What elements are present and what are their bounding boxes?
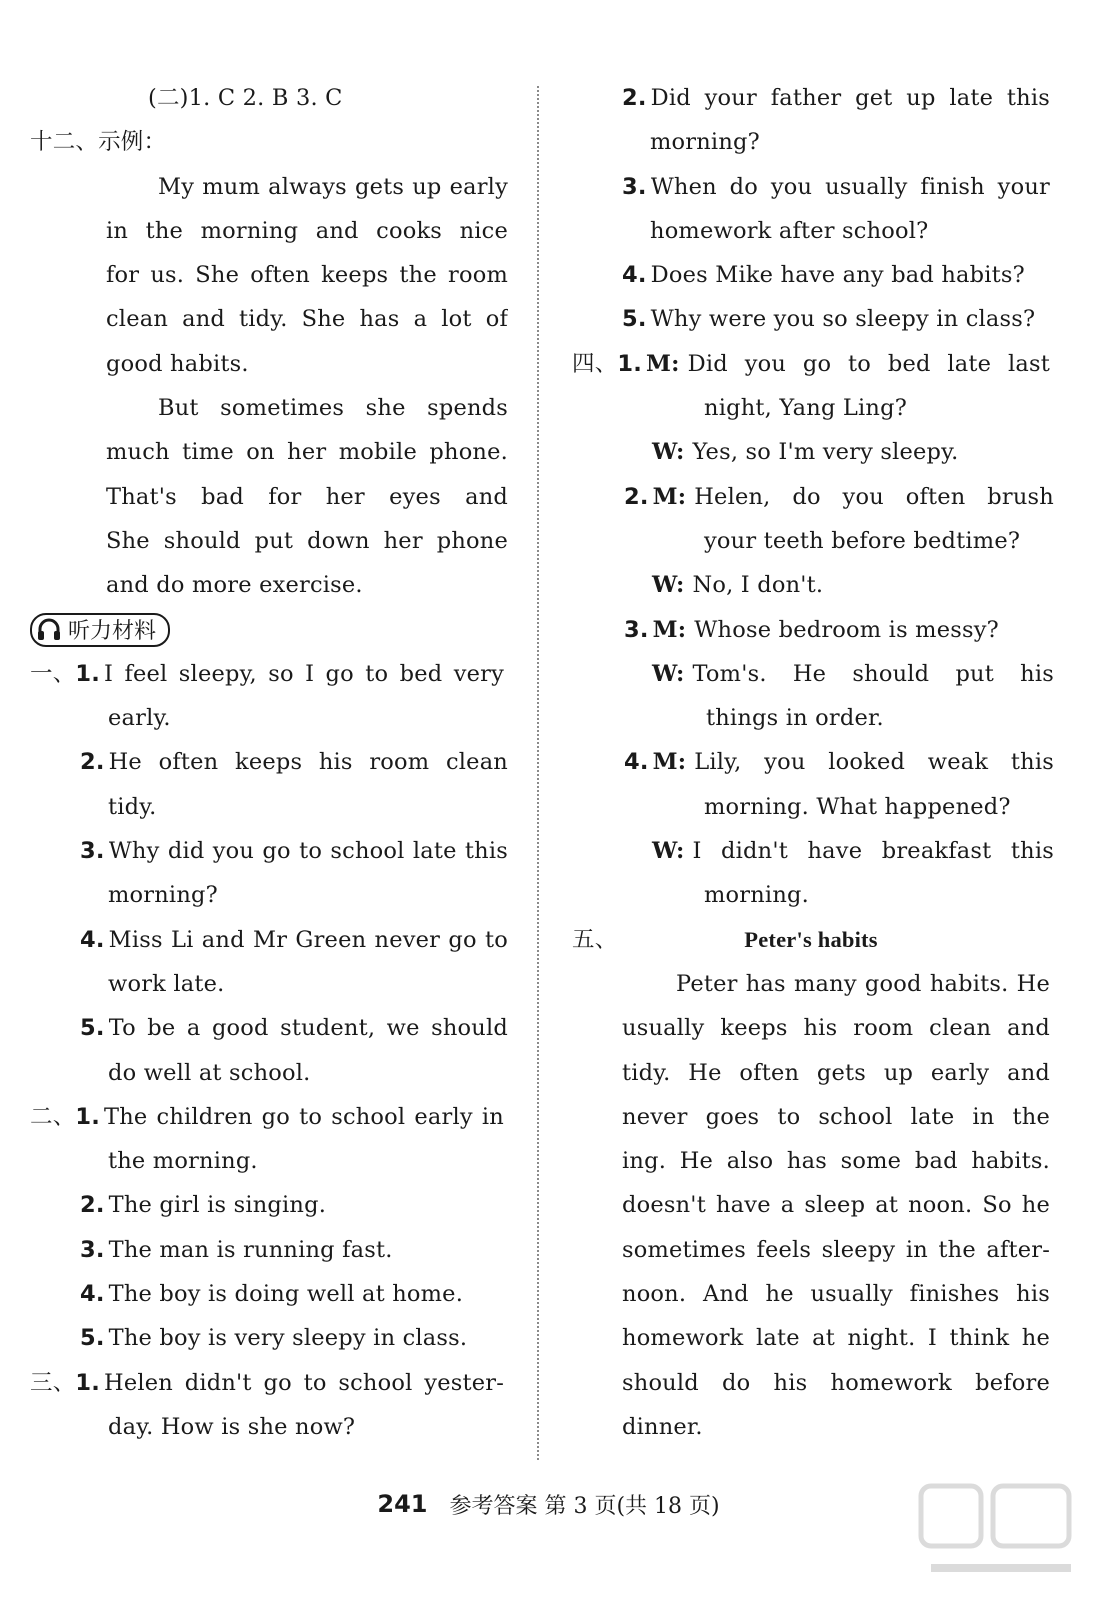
passage-title: Peter's habits: [744, 926, 878, 952]
item-number: 5.: [80, 1325, 105, 1352]
text-line: [30, 1361, 508, 1405]
text-line: [30, 829, 508, 873]
line-text: Whose bedroom is messy?: [694, 616, 999, 643]
line-text: Why were you so sleepy in class?: [650, 306, 1036, 333]
line-text: My mum always gets up early: [158, 173, 508, 200]
line-text: your teeth before bedtime?: [704, 527, 1021, 554]
text-line: [30, 475, 508, 519]
text-line: [572, 120, 1050, 164]
headphone-icon: [36, 617, 62, 643]
line-text: never goes to school late in the: [622, 1103, 1050, 1130]
text-line: [30, 342, 508, 386]
item-number: 5.: [622, 306, 647, 333]
line-text: When do you usually finish your: [650, 173, 1050, 200]
line-text: the morning.: [108, 1148, 258, 1175]
speaker-label: W:: [652, 439, 685, 466]
text-line: [572, 297, 1050, 341]
text-line: [572, 1316, 1050, 1360]
text-line: [572, 785, 1050, 829]
line-text: day. How is she now?: [108, 1413, 356, 1440]
text-line: [572, 918, 1050, 962]
item-number: 4.: [622, 262, 647, 289]
text-line: [572, 829, 1054, 873]
text-line: [572, 1361, 1050, 1405]
item-number: 1.: [75, 1369, 101, 1396]
text-line: [572, 76, 1050, 120]
section-mark: 三、: [30, 1369, 76, 1396]
line-text: things in order.: [706, 705, 884, 732]
item-number: 2.: [80, 749, 105, 776]
line-text: work late.: [108, 970, 225, 997]
item-number: 4.: [624, 749, 649, 776]
item-number: 2.: [80, 1192, 105, 1219]
text-line: [30, 1095, 508, 1139]
text-line: [572, 475, 1054, 519]
right-column: [572, 76, 1054, 1449]
text-line: [30, 1139, 508, 1183]
line-text: To be a good student, we should: [108, 1015, 508, 1042]
line-text: morning?: [650, 129, 760, 156]
section-pill-row: [30, 608, 508, 652]
line-text: The girl is singing.: [108, 1192, 327, 1219]
line-text: homework after school?: [650, 217, 929, 244]
text-line: [572, 1095, 1050, 1139]
line-text: do well at school.: [108, 1059, 311, 1086]
item-number: 1.: [617, 350, 643, 377]
text-line: [572, 1051, 1050, 1095]
text-line: [30, 1051, 508, 1095]
text-line: [572, 1006, 1050, 1050]
text-line: [572, 608, 1050, 652]
line-text: tidy. He often gets up early and: [622, 1059, 1050, 1086]
text-line: [572, 563, 1050, 607]
line-text: good habits.: [106, 350, 249, 377]
text-line: [572, 430, 1050, 474]
line-text: ing. He also has some bad habits.: [622, 1148, 1050, 1175]
line-text: morning. What happened?: [704, 793, 1011, 820]
line-text: noon. And he usually finishes his: [622, 1281, 1050, 1308]
text-line: [572, 386, 1050, 430]
text-line: [572, 962, 1050, 1006]
text-line: [572, 1228, 1050, 1272]
item-number: 3.: [622, 173, 647, 200]
section-mark: 二、: [30, 1103, 76, 1130]
text-line: [30, 962, 508, 1006]
text-line: [572, 165, 1050, 209]
speaker-label: W:: [652, 838, 685, 865]
line-text: Lily, you looked weak this: [694, 749, 1054, 776]
text-line: [30, 1006, 508, 1050]
item-number: 1.: [75, 660, 101, 687]
line-text: should do his homework before: [622, 1369, 1050, 1396]
section-mark: 四、: [572, 350, 618, 377]
section-mark: 一、: [30, 660, 76, 687]
line-text: He often keeps his room clean: [108, 749, 508, 776]
text-line: [30, 873, 508, 917]
line-text: sometimes feels sleepy in the after-: [622, 1236, 1050, 1263]
line-text: clean and tidy. She has a lot of: [106, 306, 508, 333]
item-number: 2.: [622, 85, 647, 111]
text-line: [30, 785, 508, 829]
section-mark: 五、: [572, 926, 618, 953]
text-line: [572, 209, 1050, 253]
line-text: I feel sleepy, so I go to bed very: [104, 660, 504, 687]
text-line: [30, 918, 508, 962]
listening-material-text: 听力材料: [68, 619, 157, 645]
line-text: early.: [108, 705, 171, 732]
line-text: tidy.: [108, 793, 157, 820]
text-line: [572, 652, 1054, 696]
text-line: [30, 563, 508, 607]
speaker-label: W:: [652, 660, 685, 687]
line-text: doesn't have a sleep at noon. So he: [622, 1192, 1050, 1219]
text-line: [30, 1316, 508, 1360]
text-line: [572, 696, 1050, 740]
text-line: [30, 696, 508, 740]
line-text: morning.: [704, 882, 809, 909]
line-text: usually keeps his room clean and: [622, 1015, 1050, 1042]
line-text: Helen, do you often brush: [694, 483, 1054, 510]
text-line: [572, 342, 1050, 386]
text-line: [30, 209, 508, 253]
line-text: night, Yang Ling?: [704, 395, 907, 422]
line-text: for us. She often keeps the room: [106, 262, 508, 289]
line-text: The man is running fast.: [108, 1236, 393, 1263]
text-line: [30, 1405, 508, 1449]
text-line: [572, 873, 1050, 917]
line-text: She should put down her phone: [106, 527, 508, 554]
text-line: [30, 253, 508, 297]
item-number: 3.: [80, 1236, 105, 1263]
text-line: [30, 740, 508, 784]
item-number: 4.: [80, 1281, 105, 1308]
text-line: [30, 297, 508, 341]
line-text: Does Mike have any bad habits?: [650, 262, 1025, 289]
speaker-label: M:: [652, 483, 687, 510]
line-text: The boy is very sleepy in class.: [108, 1325, 468, 1352]
item-number: 3.: [624, 616, 649, 643]
text-line: [30, 76, 508, 120]
line-text: No, I don't.: [692, 572, 824, 599]
text-line: [572, 519, 1050, 563]
text-line: [572, 740, 1054, 784]
text-line: [30, 652, 508, 696]
line-text: dinner.: [622, 1413, 703, 1440]
text-line: [572, 253, 1050, 297]
line-text: That's bad for her eyes and: [106, 483, 508, 510]
text-line: [30, 1183, 508, 1227]
line-text: homework late at night. I think he: [622, 1325, 1050, 1352]
text-line: [30, 120, 508, 164]
text-line: [572, 1139, 1050, 1183]
line-text: (二)1. C 2. B 3. C: [148, 85, 343, 111]
watermark-logo-icon: [911, 1478, 1081, 1588]
text-line: [30, 519, 508, 563]
line-text: Yes, so I'm very sleepy.: [692, 439, 959, 466]
speaker-label: M:: [652, 749, 687, 776]
text-line: [30, 165, 508, 209]
line-text: Why did you go to school late this: [108, 838, 508, 865]
listening-material-label: [30, 613, 170, 647]
line-text: Tom's. He should put his: [692, 660, 1054, 687]
text-line: [572, 1272, 1050, 1316]
text-line: [30, 430, 508, 474]
line-text: The boy is doing well at home.: [108, 1281, 464, 1308]
column-divider: [537, 86, 539, 1460]
line-text: Did you go to bed late last: [687, 350, 1050, 377]
item-number: 1.: [75, 1103, 101, 1130]
line-text: and do more exercise.: [106, 572, 363, 599]
item-number: 2.: [624, 483, 649, 510]
line-text: Peter has many good habits. He: [676, 970, 1050, 997]
line-text: But sometimes she spends: [158, 395, 508, 422]
text-line: [30, 1228, 508, 1272]
item-number: 5.: [80, 1015, 105, 1042]
item-number: 3.: [80, 838, 105, 865]
line-text: The children go to school early in: [104, 1103, 504, 1130]
line-text: Miss Li and Mr Green never go to: [108, 926, 508, 953]
text-line: [572, 1183, 1050, 1227]
item-number: 4.: [80, 926, 105, 953]
line-text: Did your father get up late this: [650, 85, 1050, 111]
speaker-label: M:: [652, 616, 687, 643]
line-text: much time on her mobile phone.: [106, 439, 508, 466]
footer-label: 参考答案 第 3 页(共 18 页): [449, 1493, 720, 1519]
line-text: 十二、示例：: [30, 129, 167, 156]
speaker-label: M:: [646, 350, 680, 377]
text-line: [572, 1405, 1050, 1449]
speaker-label: W:: [652, 572, 685, 599]
text-line: [30, 1272, 508, 1316]
text-line: [30, 386, 508, 430]
page-number: 241: [377, 1490, 428, 1518]
line-text: morning?: [108, 882, 218, 909]
line-text: in the morning and cooks nice: [106, 217, 508, 244]
left-column: [30, 76, 508, 1449]
line-text: Helen didn't go to school yester-: [104, 1369, 504, 1396]
line-text: I didn't have breakfast this: [692, 838, 1054, 865]
